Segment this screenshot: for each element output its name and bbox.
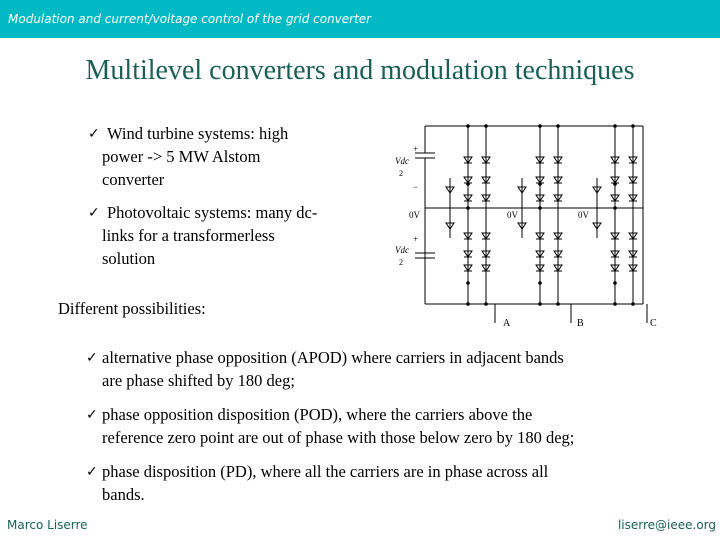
phase-label-a: A	[503, 318, 511, 329]
diagram-dots	[466, 124, 635, 306]
minus-sign-top: −	[413, 182, 419, 192]
multilevel-converter-diagram	[385, 118, 675, 330]
bullet-line: Wind turbine systems: high	[107, 124, 289, 143]
check-icon: ✓	[86, 464, 98, 480]
header-title: Modulation and current/voltage control of the grid converter	[8, 12, 372, 26]
vdc-label-top: Vdc	[395, 156, 409, 166]
check-icon: ✓	[88, 126, 100, 142]
bullet-line: solution	[102, 249, 156, 268]
bullet-line: power -> 5 MW Alstom	[102, 147, 261, 166]
bullet-line: are phase shifted by 180 deg;	[102, 371, 295, 390]
bullet-line: links for a transformerless	[102, 226, 275, 245]
bullet-pod	[102, 403, 574, 449]
bullet-line: phase opposition disposition (POD), where the carriers above the	[102, 405, 533, 424]
check-icon: ✓	[86, 407, 98, 423]
bullet-line: phase disposition (PD), where all the carriers are in phase across all	[102, 462, 549, 481]
bullet-line: alternative phase opposition (APOD) where carriers in adjacent bands	[102, 348, 564, 367]
diagram-wires	[415, 126, 647, 323]
zero-label-2: 0V	[578, 210, 589, 220]
footer-email: liserre@ieee.org	[617, 518, 716, 532]
bullet-pd	[102, 460, 548, 506]
bullet-line: Photovoltaic systems: many dc-	[107, 203, 318, 222]
bullet-line: bands.	[102, 485, 145, 504]
zero-label-1: 0V	[507, 210, 518, 220]
bullet-apod	[102, 346, 564, 392]
footer-author: Marco Liserre	[7, 518, 88, 532]
switch-icons	[446, 157, 637, 271]
phase-label-b: B	[577, 318, 584, 329]
bullet-line: converter	[102, 170, 165, 189]
vdc-label-bottom: Vdc	[395, 245, 409, 255]
slide-title: Multilevel converters and modulation techniques	[85, 55, 635, 86]
check-icon: ✓	[88, 205, 100, 221]
vdc-denominator-top: 2	[399, 169, 403, 178]
bullet-wind	[102, 122, 288, 191]
plus-sign-bottom: +	[413, 234, 419, 244]
check-icon: ✓	[86, 350, 98, 366]
phase-label-c: C	[650, 318, 657, 329]
plus-sign-top: +	[413, 144, 419, 154]
subheading: Different possibilities:	[58, 299, 206, 318]
header-bar	[0, 0, 720, 38]
bullet-line: reference zero point are out of phase with those below zero by 180 deg;	[102, 428, 575, 447]
bullet-pv	[102, 201, 317, 270]
vdc-denominator-bottom: 2	[399, 258, 403, 267]
zero-label-0: 0V	[409, 210, 420, 220]
